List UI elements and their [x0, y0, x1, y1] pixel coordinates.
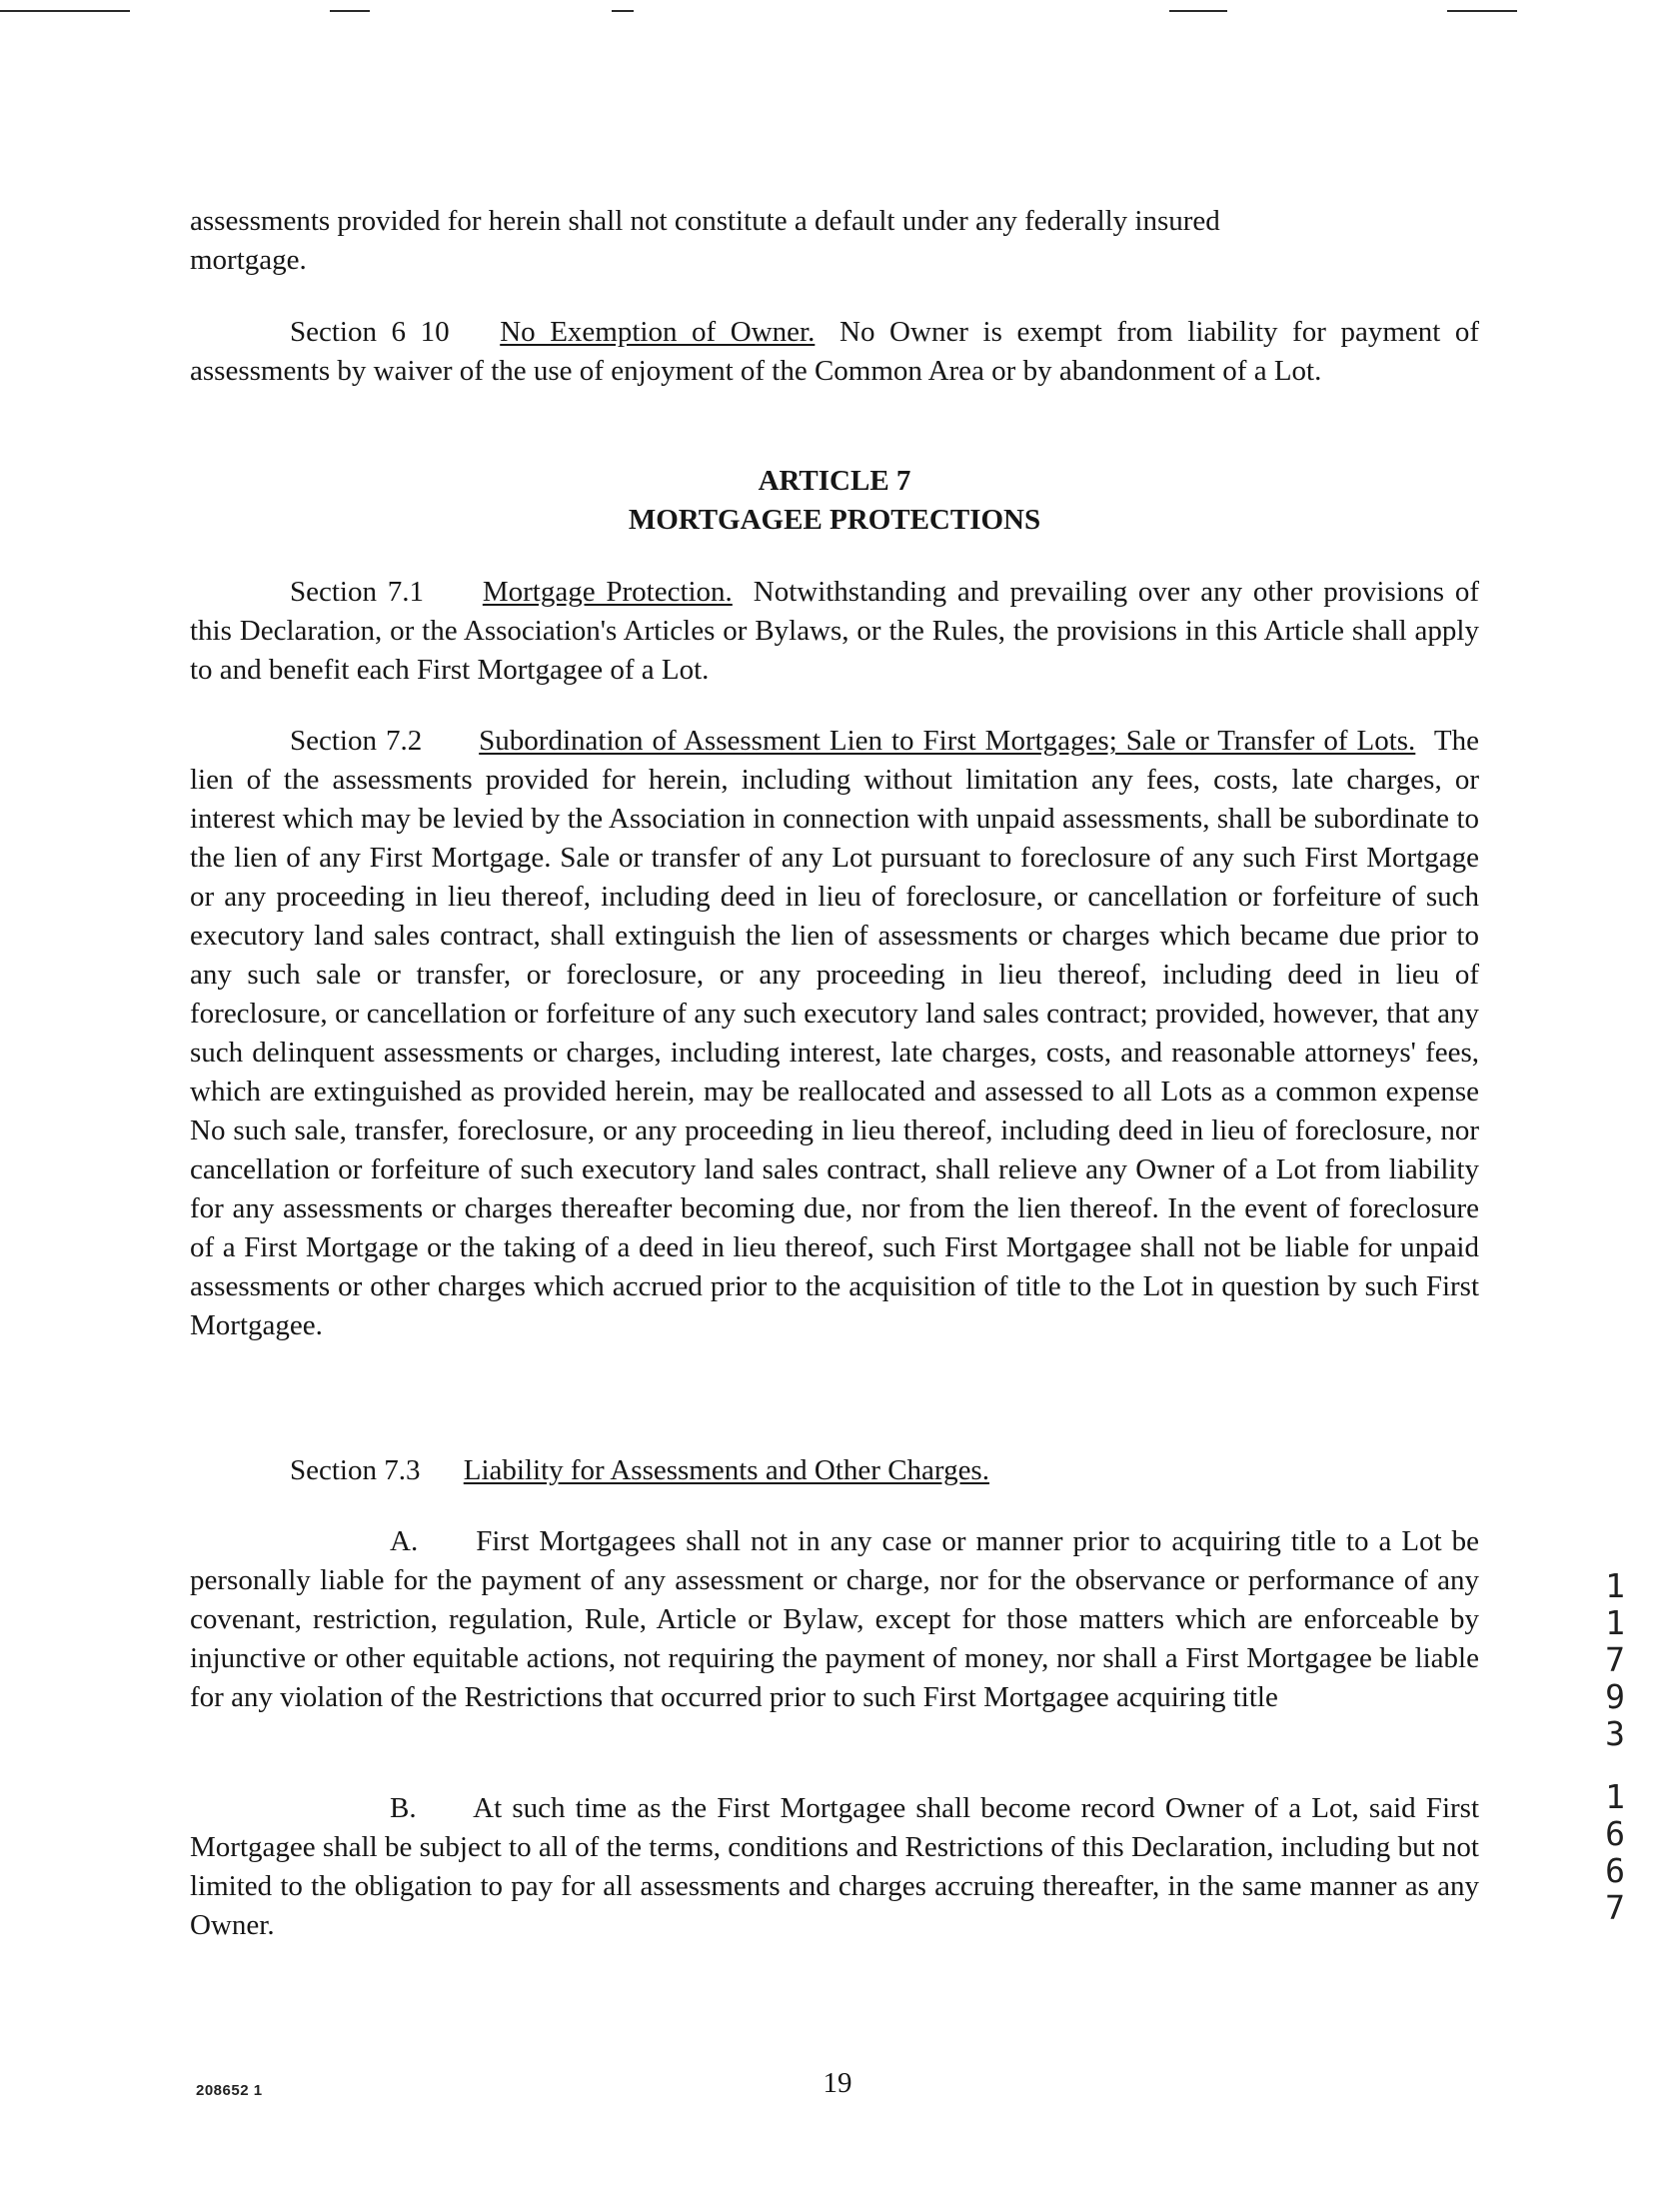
section-7-2: [190, 722, 1479, 1345]
item-label: A.: [390, 1525, 419, 1557]
stamp-digit: 9: [1605, 1677, 1625, 1716]
scan-artifact-line: [1447, 10, 1517, 12]
recording-number-stamp: [1597, 1567, 1633, 1926]
section-7-3-item-b: [190, 1789, 1479, 1945]
document-id: 208652 1: [196, 2082, 263, 2099]
section-7-3-heading: [190, 1451, 1479, 1490]
item-label: B.: [390, 1792, 417, 1824]
scan-artifact-line: [330, 10, 370, 12]
section-7-1: [190, 573, 1479, 690]
section-body: No Owner is exempt from liability for payment of assessments by waiver of the use of enjoyment of the Common Area or by abandonment of a Lot.: [190, 316, 1480, 387]
article-label: ARTICLE 7: [758, 465, 911, 497]
section-number: Section 7.1: [290, 576, 425, 608]
section-number: Section 6 10: [290, 316, 450, 348]
stamp-digit: 1: [1605, 1777, 1625, 1816]
item-body: At such time as the First Mortgagee shall become record Owner of a Lot, said First Mortgagee shall be subject to all of the terms, conditions and Restrictions of this Declaration, including but not limited to the obligation to pay for all assessments and charges accruing thereafter, in the same manner as any Owner.: [190, 1792, 1479, 1941]
carryover-line-2: mortgage.: [190, 244, 307, 276]
article-heading: [190, 462, 1479, 540]
stamp-digit: 7: [1605, 1888, 1625, 1927]
section-body: Notwithstanding and prevailing over any other provisions of this Declaration, or the Association's Articles or Bylaws, or the Rules, the provisions in this Article shall apply to and benefit each First Mortgagee of a Lot.: [190, 576, 1480, 686]
stamp-digit: 1: [1605, 1566, 1625, 1605]
scan-artifact-line: [612, 10, 634, 12]
section-7-3-item-a: [190, 1522, 1479, 1717]
article-title: MORTGAGEE PROTECTIONS: [628, 504, 1041, 536]
section-title: Mortgage Protection.: [482, 576, 733, 608]
stamp-digit: 6: [1605, 1851, 1625, 1890]
stamp-digit: 3: [1605, 1714, 1625, 1753]
scan-artifact-line: [1169, 10, 1227, 12]
carryover-paragraph: [190, 202, 1479, 280]
section-title: No Exemption of Owner.: [500, 316, 816, 348]
section-6-10: [190, 313, 1479, 391]
section-title: Subordination of Assessment Lien to First Mortgages; Sale or Transfer of Lots.: [479, 725, 1416, 757]
item-body: First Mortgagees shall not in any case or manner prior to acquiring title to a Lot be personally liable for the payment of any assessment or charge, nor for the observance or performance of any covenant, restriction, regulation, Rule, Article or Bylaw, except for those matters which are enforceable by injunctive or other equitable actions, not requiring the payment of money, nor shall a First Mortgagee be liable for any violation of the Restrictions that occurred prior to such First Mortgagee acquiring title: [190, 1525, 1480, 1713]
page-number: 19: [823, 2067, 852, 2099]
stamp-digit: 7: [1605, 1640, 1625, 1679]
stamp-digit: 6: [1605, 1814, 1625, 1853]
stamp-digit: 1: [1605, 1603, 1625, 1642]
scan-artifact-line: [0, 10, 130, 12]
section-number: Section 7.3: [290, 1454, 421, 1486]
section-title: Liability for Assessments and Other Charges.: [463, 1454, 989, 1486]
section-number: Section 7.2: [290, 725, 423, 757]
carryover-line-1: assessments provided for herein shall not constitute a default under any federally insured: [190, 205, 1220, 237]
section-body: The lien of the assessments provided for herein, including without limitation any fees, costs, late charges, or interest which may be levied by the Association in connection with unpaid assessments, shall be subordinate to the lien of any First Mortgage. Sale or transfer of any Lot pursuant to foreclosure of any such First Mortgage or any proceeding in lieu thereof, including deed in lieu of foreclosure, or cancellation or forfeiture of such executory land sales contract, shall extinguish the lien of assessments or charges which became due prior to any such sale or transfer, or foreclosure, or any proceeding in lieu thereof, including deed in lieu of foreclosure, or cancellation or forfeiture of any such executory land sales contract; provided, however, that any such delinquent assessments or charges, including interest, late charges, costs, and reasonable attorneys' fees, which are extinguished as provided herein, may be reallocated and assessed to all Lots as a common expense No such sale, transfer, foreclosure, or any proceeding in lieu thereof, including deed in lieu of foreclosure, nor cancellation or forfeiture of such executory land sales contract, shall relieve any Owner of a Lot from liability for any assessments or charges thereafter becoming due, nor from the lien thereof. In the event of foreclosure of a First Mortgage or the taking of a deed in lieu thereof, such First Mortgagee shall not be liable for unpaid assessments or other charges which accrued prior to the acquisition of title to the Lot in question by such First Mortgagee.: [190, 725, 1479, 1341]
